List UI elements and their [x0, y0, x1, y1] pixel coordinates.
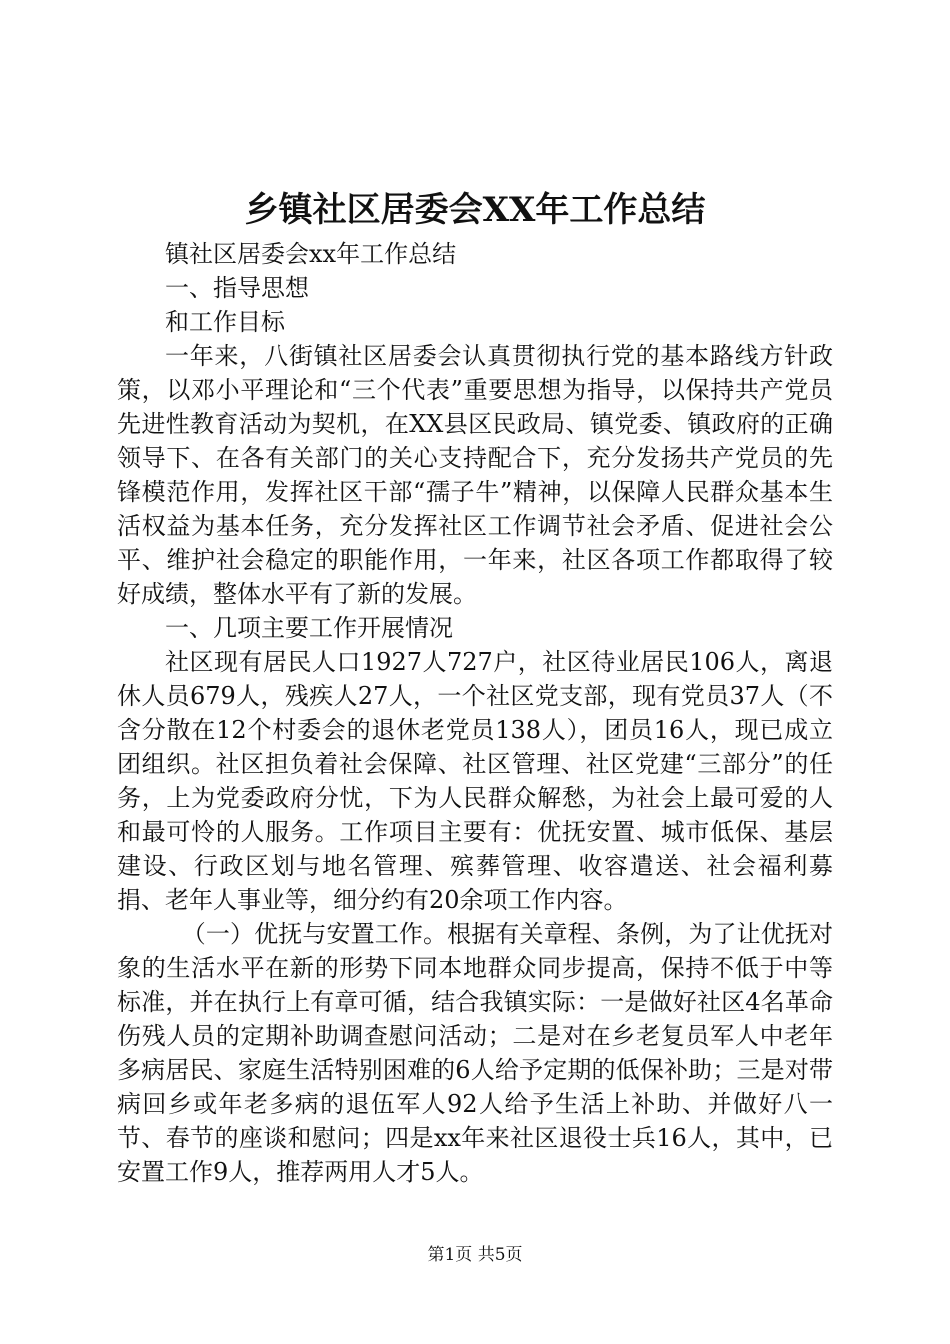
section-heading-work-goals: 和工作目标: [165, 308, 285, 336]
subtitle-paragraph: 镇社区居委会xx年工作总结: [165, 240, 457, 268]
resettlement-work-paragraph: （一）优抚与安置工作。根据有关章程、条例，为了让优抚对象的生活水平在新的形势下同本地群众同步提高，保持不低于中等标准，并在执行上有章可循，结合我镇实际：一是做好社区4名革命伤残人员的定期补助调查慰问活动；二是对在乡老复员军人中老年多病居民、家庭生活特别困难的6人给予定期的低保补助；三是对带病回乡或年老多病的退伍军人92人给予生活上补助、并做好八一节、春节的座谈和慰问；四是xx年来社区退役士兵16人，其中，已安置工作9人，推荐两用人才5人。: [117, 920, 833, 1186]
document-body: [117, 237, 833, 1189]
community-overview-paragraph: 社区现有居民人口1927人727户，社区待业居民106人，离退休人员679人，残疾人27人，一个社区党支部，现有党员37人（不含分散在12个村委会的退休老党员138人），团员16人，现已成立团组织。社区担负着社会保障、社区管理、社区党建“三部分”的任务，上为党委政府分忧，下为人民群众解愁，为社会上最可爱的人和最可怜的人服务。工作项目主要有：优抚安置、城市低保、基层建设、行政区划与地名管理、殡葬管理、收容遣送、社会福利募捐、老年人事业等，细分约有20余项工作内容。: [117, 648, 833, 914]
section-heading-main-work: 一、几项主要工作开展情况: [165, 614, 453, 642]
document-title: 乡镇社区居委会XX年工作总结: [244, 190, 706, 230]
intro-paragraph: 一年来，八街镇社区居委会认真贯彻执行党的基本路线方针政策，以邓小平理论和“三个代表”重要思想为指导，以保持共产党员先进性教育活动为契机，在XX县区民政局、镇党委、镇政府的正确领导下、在各有关部门的关心支持配合下，充分发扬共产党员的先锋模范作用，发挥社区干部“孺子牛”精神，以保障人民群众基本生活权益为基本任务，充分发挥社区工作调节社会矛盾、促进社会公平、维护社会稳定的职能作用，一年来，社区各项工作都取得了较好成绩，整体水平有了新的发展。: [117, 342, 833, 608]
section-heading-guiding-thought: 一、指导思想: [165, 274, 309, 302]
page-footer: 第1页 共5页: [427, 1245, 523, 1265]
